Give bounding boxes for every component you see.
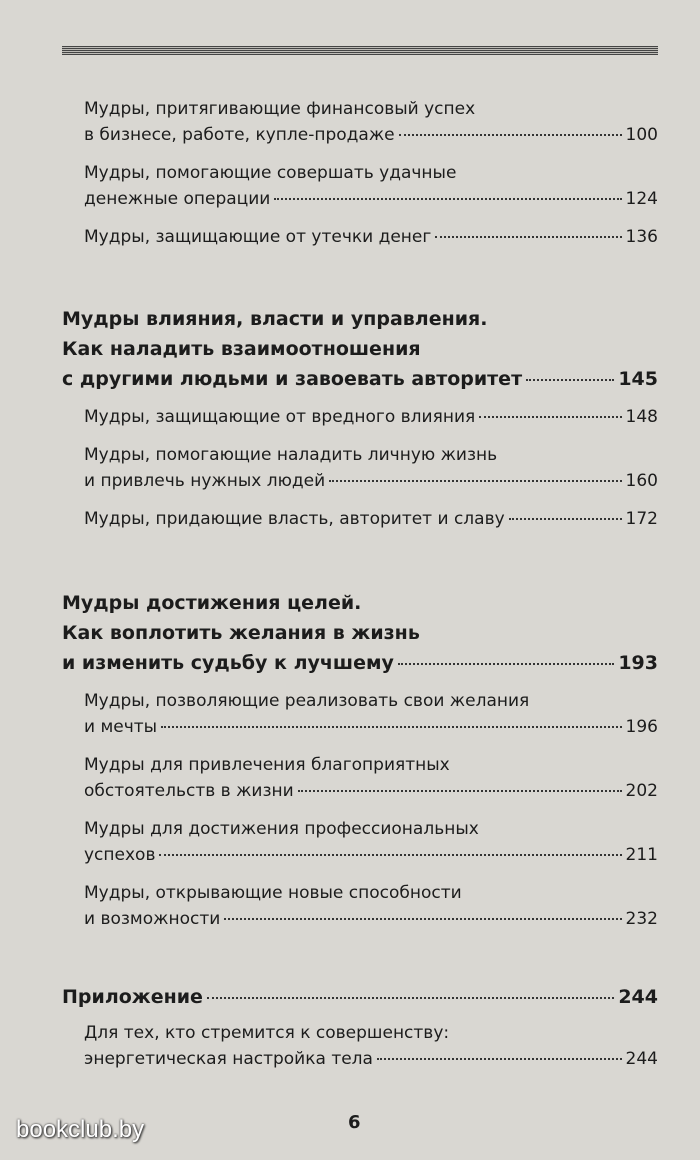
- dot-leader: [398, 663, 614, 665]
- toc-entry-line: [62, 982, 658, 1012]
- toc-page-number: 160: [625, 471, 658, 491]
- toc-entry-line: [84, 122, 658, 148]
- toc-entry-title: и привлечь нужных людей: [84, 471, 326, 491]
- dot-leader: [224, 918, 621, 920]
- dot-leader: [399, 134, 622, 136]
- toc-entry: [62, 160, 658, 212]
- toc-page-number: 196: [625, 717, 658, 737]
- toc-page-number: 124: [625, 189, 658, 209]
- toc-entry-line: [84, 1046, 658, 1072]
- toc-entry-title: энергетическая настройка тела: [84, 1049, 373, 1069]
- toc-entry-title: Приложение: [62, 986, 203, 1008]
- toc-entry-title: Мудры, защищающие от вредного влияния: [84, 407, 476, 427]
- toc-page-number: 193: [618, 652, 658, 674]
- dot-leader: [298, 790, 622, 792]
- toc-page-number: 172: [625, 509, 658, 529]
- toc-section-heading: [62, 588, 658, 678]
- toc-entry: [62, 224, 658, 250]
- toc-entry-line: [84, 1020, 658, 1046]
- toc-entry-line: [84, 442, 658, 468]
- toc-entry: [62, 880, 658, 932]
- toc-entry-line: [84, 906, 658, 932]
- toc-entry-title: Мудры, открывающие новые способности: [84, 883, 462, 903]
- toc-entry-title: Мудры, помогающие совершать удачные: [84, 163, 457, 183]
- toc-entry: [62, 442, 658, 494]
- toc-section-heading: [62, 982, 658, 1012]
- toc-entry-title: денежные операции: [84, 189, 271, 209]
- toc-entry-line: [84, 186, 658, 212]
- toc-entry-title: Мудры, защищающие от утечки денег: [84, 227, 432, 247]
- toc-entry-title: в бизнесе, работе, купле-продаже: [84, 125, 395, 145]
- toc-entry-title: Мудры для привлечения благоприятных: [84, 755, 450, 775]
- toc-entry-line: [62, 364, 658, 394]
- toc-entry-title: Мудры, притягивающие финансовый успех: [84, 99, 476, 119]
- dot-leader: [159, 854, 621, 856]
- toc-entry-line: [84, 224, 658, 250]
- toc-page-number: 244: [618, 986, 658, 1008]
- toc-page-number: 148: [625, 407, 658, 427]
- toc-entry-title: Для тех, кто стремится к совершенству:: [84, 1023, 450, 1043]
- toc-entry-line: [84, 688, 658, 714]
- toc-entry-title: Мудры, придающие власть, авторитет и славу: [84, 509, 505, 529]
- toc-entry-title: и возможности: [84, 909, 221, 929]
- toc-page-number: 100: [625, 125, 658, 145]
- toc-entry-line: [84, 96, 658, 122]
- toc-entry-title: Мудры влияния, власти и управления.: [62, 308, 488, 330]
- toc-page-number: 202: [625, 781, 658, 801]
- toc-entry-line: [84, 778, 658, 804]
- toc-entry-title: успехов: [84, 845, 156, 865]
- dot-leader: [509, 518, 622, 520]
- dot-leader: [329, 480, 621, 482]
- toc-entry-line: [84, 842, 658, 868]
- toc-entry: [62, 688, 658, 740]
- toc-entry: [62, 96, 658, 148]
- watermark-text: bookclub.by: [16, 1116, 145, 1143]
- toc-entry-line: [84, 404, 658, 430]
- toc-entry-title: с другими людьми и завоевать авторитет: [62, 368, 523, 390]
- toc-entry-line: [84, 506, 658, 532]
- toc-entry-line: [62, 588, 658, 618]
- toc-page-number: 136: [625, 227, 658, 247]
- toc-entry-title: Как наладить взаимоотношения: [62, 338, 421, 360]
- table-of-contents: [62, 96, 658, 1072]
- toc-entry: [62, 506, 658, 532]
- toc-section-heading: [62, 304, 658, 394]
- toc-page-number: 244: [625, 1049, 658, 1069]
- toc-entry-line: [84, 468, 658, 494]
- toc-entry-line: [62, 304, 658, 334]
- toc-entry-title: Мудры, помогающие наладить личную жизнь: [84, 445, 498, 465]
- toc-entry-line: [84, 160, 658, 186]
- toc-entry-title: и изменить судьбу к лучшему: [62, 652, 394, 674]
- toc-entry: [62, 752, 658, 804]
- toc-entry-line: [84, 816, 658, 842]
- header-rule: [62, 46, 658, 55]
- toc-entry: [62, 404, 658, 430]
- dot-leader: [207, 997, 614, 999]
- page-number: 6: [348, 1112, 361, 1133]
- toc-entry-title: Мудры достижения целей.: [62, 592, 362, 614]
- toc-entry-line: [62, 648, 658, 678]
- toc-entry-title: обстоятельств в жизни: [84, 781, 294, 801]
- toc-entry-title: и мечты: [84, 717, 158, 737]
- toc-entry-line: [84, 880, 658, 906]
- toc-entry: [62, 816, 658, 868]
- dot-leader: [435, 236, 621, 238]
- toc-entry-line: [84, 714, 658, 740]
- dot-leader: [479, 416, 621, 418]
- toc-page-number: 232: [625, 909, 658, 929]
- dot-leader: [161, 726, 621, 728]
- dot-leader: [274, 198, 621, 200]
- toc-page-number: 211: [625, 845, 658, 865]
- toc-entry: [62, 1020, 658, 1072]
- toc-entry-title: Как воплотить желания в жизнь: [62, 622, 420, 644]
- toc-entry-line: [84, 752, 658, 778]
- toc-page-number: 145: [618, 368, 658, 390]
- dot-leader: [526, 379, 614, 381]
- dot-leader: [377, 1058, 622, 1060]
- toc-entry-line: [62, 618, 658, 648]
- toc-entry-line: [62, 334, 658, 364]
- toc-entry-title: Мудры для достижения профессиональных: [84, 819, 479, 839]
- toc-entry-title: Мудры, позволяющие реализовать свои желания: [84, 691, 530, 711]
